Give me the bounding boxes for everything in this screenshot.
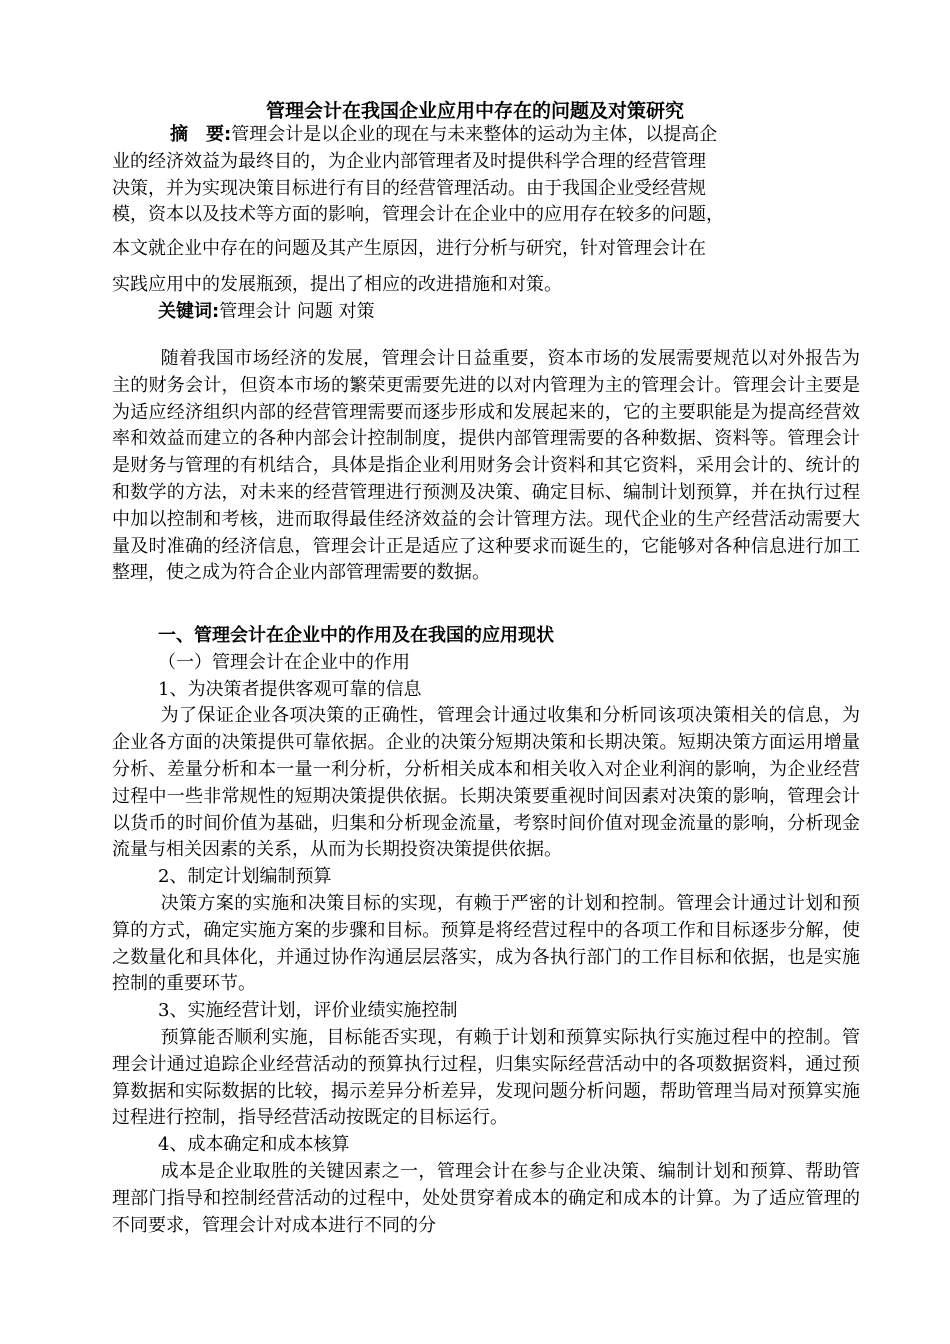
item3-paragraph: 预算能否顺利实施，目标能否实现，有赖于计划和预算实际执行实施过程中的控制。管理会计通过追踪企业经营活动的预算执行过程，归集实际经营活动中的各项数据资料，通过预算数据和实际数据的比较，揭示差异分析差异，发现问题分析问题，帮助管理当局对预算实施过程进行控制，指导经营活动按既定的目标运行。 — [112, 1026, 860, 1129]
abstract-line-1: 摘 要:管理会计是以企业的现在与未来整体的运动为主体，以提高企 — [170, 124, 718, 145]
section1-heading: 一、管理会计在企业中的作用及在我国的应用现状 — [158, 625, 554, 646]
keywords-label: 关键词: — [158, 300, 220, 322]
abstract-line-2: 业的经济效益为最终目的，为企业内部管理者及时提供科学合理的经营管理 — [112, 150, 706, 172]
item4-heading: 4、成本确定和成本核算 — [158, 1134, 350, 1156]
item3-heading: 3、实施经营计划，评价业绩实施控制 — [158, 1000, 458, 1022]
item2-paragraph: 决策方案的实施和决策目标的实现，有赖于严密的计划和控制。管理会计通过计划和预算的方式，确定实施方案的步骤和目标。预算是将经营过程中的各项工作和目标逐步分解，使之数量化和具体化，并通过协作沟通层层落实，成为各执行部门的工作目标和依据，也是实施控制的重要环节。 — [112, 892, 860, 995]
intro-block — [112, 346, 860, 587]
abstract-block — [112, 122, 860, 229]
abstract-label: 摘 要: — [170, 124, 232, 145]
abstract-line-3: 决策，并为实现决策目标进行有目的经营管理活动。由于我国企业受经营规 — [112, 177, 706, 199]
abstract-line-5: 本文就企业中存在的问题及其产生原因，进行分析与研究，针对管理会计在 — [112, 238, 706, 259]
abstract-line-4: 模，资本以及技术等方面的影响，管理会计在企业中的应用存在较多的问题， — [112, 204, 724, 226]
keywords-line — [112, 299, 860, 326]
document-title: 管理会计在我国企业应用中存在的问题及对策研究 — [265, 100, 684, 122]
item1-paragraph: 为了保证企业各项决策的正确性，管理会计通过收集和分析同该项决策相关的信息，为企业各方面的决策提供可靠依据。企业的决策分短期决策和长期决策。短期决策方面运用增量分析、差量分析和本一量一利分析，分析相关成本和相关收入对企业利润的影响，为企业经营过程中一些非常规性的短期决策提供依据。长期决策要重视时间因素对决策的影响，管理会计以货币的时间价值为基础，归集和分析现金流量，考察时间价值对现金流量的影响，分析现金流量与相关因素的关系，从而为长期投资决策提供依据。 — [112, 705, 860, 861]
abstract-block-cont — [112, 236, 860, 263]
item2-heading: 2、制定计划编制预算 — [158, 866, 332, 888]
item1-heading: 1、为决策者提供客观可靠的信息 — [158, 678, 422, 700]
abstract-line-6: 实践应用中的发展瓶颈，提出了相应的改进措施和对策。 — [112, 274, 562, 295]
section1-subheading: （一）管理会计在企业中的作用 — [158, 651, 410, 673]
keywords-text: 管理会计 问题 对策 — [219, 300, 375, 322]
abstract-block-cont2 — [112, 272, 860, 326]
intro-paragraph: 随着我国市场经济的发展，管理会计日益重要，资本市场的发展需要规范以对外报告为主的财务会计，但资本市场的繁荣更需要先进的以对内管理为主的管理会计。管理会计主要是为适应经济组织内部的经营管理需要而逐步形成和发展起来的，它的主要职能是为提高经营效率和效益而建立的各种内部会计控制制度，提供内部管理需要的各种数据、资料等。管理会计是财务与管理的有机结合，具体是指企业利用财务会计资料和其它资料，采用会计的、统计的和数学的方法，对未来的经营管理进行预测及决策、确定目标、编制计划预算，并在执行过程中加以控制和考核，进而取得最佳经济效益的会计管理方法。现代企业的生产经营活动需要大量及时准确的经济信息，管理会计正是适应了这种要求而诞生的，它能够对各种信息进行加工整理，使之成为符合企业内部管理需要的数据。 — [112, 348, 860, 584]
item4-paragraph: 成本是企业取胜的关键因素之一，管理会计在参与企业决策、编制计划和预算、帮助管理部门指导和控制经营活动的过程中，处处贯穿着成本的确定和成本的计算。为了适应管理的不同要求，管理会计对成本进行不同的分 — [112, 1160, 860, 1236]
section1-block — [112, 623, 860, 1239]
